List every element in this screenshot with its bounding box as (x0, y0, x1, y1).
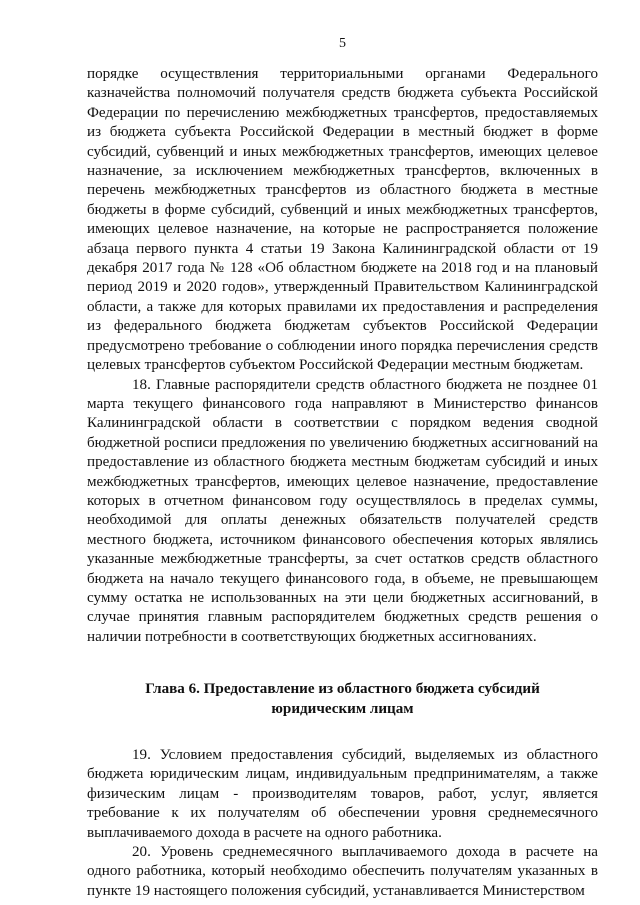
page-number: 5 (339, 36, 346, 51)
chapter-title-line-2: юридическим лицам (271, 700, 414, 717)
chapter-title-line-1: Глава 6. Предоставление из областного бюджета субсидий (145, 681, 540, 698)
paragraph-item-19: 19. Условием предоставления субсидий, выделяемых из областного бюджета юридическим лицам, индивидуальным предпринимателям, а также физическим лицам - производителям товаров, работ, услуг, является требование к их получателям об обеспечении уровня среднемесячного выплачиваемого дохода в расчете на одного работника. (87, 747, 598, 841)
chapter-title (87, 680, 598, 719)
paragraph-item-18: 18. Главные распорядители средств областного бюджета не позднее 01 марта текущего финансового года направляют в Министерство финансов Калининградской области в соответствии с порядком ведения сводной бюджетной росписи предложения по увеличению бюджетных ассигнований на предоставление из областного бюджета местным бюджетам субсидий и иных межбюджетных трансфертов, имеющих целевое назначение, предоставление которых в отчетном финансовом году осуществлялось в пределах суммы, необходимой для оплаты денежных обязательств получателей средств местного бюджета, источником финансового обеспечения которых являлись указанные межбюджетные трансферты, за счет остатков средств областного бюджета на начало текущего финансового года, в объеме, не превышающем сумму остатка не использованных на эти цели бюджетных ассигнований, в случае принятия главным распорядителем бюджетных средств решения о наличии потребности в соответствующих бюджетных ассигнованиях. (87, 376, 598, 645)
paragraph-continuation: порядке осуществления территориальными органами Федерального казначейства полномочий получателя средств бюджета субъекта Российской Федерации по перечислению межбюджетных трансфертов, предоставляемых из бюджета субъекта Российской Федерации в местный бюджет в форме субсидий, субвенций и иных межбюджетных трансфертов, имеющих целевое назначение, за исключением межбюджетных трансфертов, включенных в перечень межбюджетных трансфертов из областного бюджета в местные бюджеты в форме субсидий, субвенций и иных межбюджетных трансфертов, имеющих целевое назначение, на которые не распространяется положение абзаца первого пункта 4 статьи 19 Закона Калининградской области от 19 декабря 2017 года № 128 «Об областном бюджете на 2018 год и на плановый период 2019 и 2020 годов», утвержденный Правительством Калининградской области, а также для которых правилами их предоставления и распределения из федерального бюджета бюджетам субъектов Российской Федерации предусмотрено требование о соблюдении иного порядка перечисления средств целевых трансфертов субъектом Российской Федерации местным бюджетам. (87, 66, 598, 374)
paragraph-item-20: 20. Уровень среднемесячного выплачиваемого дохода в расчете на одного работника, который необходимо обеспечить получателям указанных в пункте 19 настоящего положения субсидий, устанавливается Министерством (87, 844, 598, 899)
